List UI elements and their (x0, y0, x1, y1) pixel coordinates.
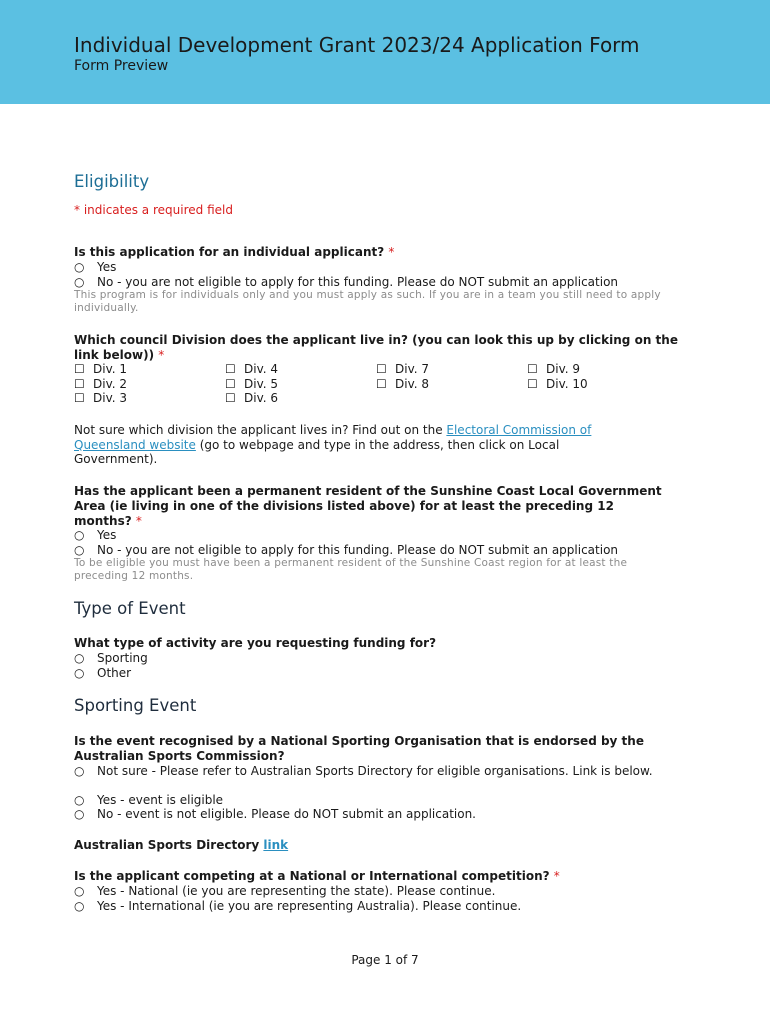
help-text-resident: To be eligible you must have been a permanent resident of the Sunshine Coast region for at least the preceding 12 months. (74, 557, 628, 582)
checkbox-div-2[interactable] (74, 377, 127, 392)
section-heading-eligibility: Eligibility (74, 172, 150, 191)
question-activity-type (74, 636, 684, 651)
option-label: Not sure - Please refer to Australian Sports Directory for eligible organisations. Link is below. (97, 763, 653, 778)
option-label: Sporting (97, 651, 148, 665)
form-subtitle: Form Preview (74, 58, 169, 74)
checkbox-icon[interactable]: ☐ (74, 362, 85, 376)
checkbox-div-3[interactable] (74, 391, 127, 406)
option-label: No - event is not eligible. Please do NOT submit an application. (97, 807, 476, 821)
form-title: Individual Development Grant 2023/24 Application Form (74, 33, 640, 57)
checkbox-icon[interactable]: ☐ (74, 391, 85, 405)
question-label: Is the applicant competing at a National or International competition? (74, 869, 550, 883)
checkbox-label: Div. 10 (546, 376, 588, 391)
help-text-individual: This program is for individuals only and you must apply as such. If you are in a team you still need to apply individually. (74, 289, 661, 314)
page-number: Page 1 of 7 (351, 953, 419, 967)
radio-option-yes[interactable] (74, 528, 116, 543)
checkbox-div-5[interactable] (225, 377, 278, 392)
radio-icon[interactable]: ○ (74, 665, 85, 680)
radio-option-no[interactable] (74, 543, 618, 558)
option-label: Yes - International (ie you are representing Australia). Please continue. (97, 898, 522, 913)
checkbox-label: Div. 6 (244, 391, 279, 405)
required-star: * (388, 245, 395, 259)
question-recognised-organisation (74, 734, 674, 764)
radio-option-international[interactable] (74, 899, 521, 914)
sports-directory-link[interactable]: link (263, 838, 289, 852)
checkbox-label: Div. 3 (93, 391, 128, 405)
checkbox-icon[interactable]: ☐ (527, 362, 538, 376)
required-field-note: * indicates a required field (74, 203, 233, 217)
radio-icon[interactable]: ○ (74, 542, 85, 557)
checkbox-div-9[interactable] (527, 362, 580, 377)
form-header (0, 0, 770, 104)
section-heading-sporting-event: Sporting Event (74, 696, 197, 715)
question-competition-level (74, 869, 684, 884)
question-label: What type of activity are you requesting funding for? (74, 636, 437, 650)
checkbox-label: Div. 4 (244, 362, 279, 376)
checkbox-div-7[interactable] (376, 362, 429, 377)
checkbox-div-1[interactable] (74, 362, 127, 377)
checkbox-label: Div. 7 (395, 362, 430, 376)
checkbox-label: Div. 8 (395, 376, 430, 391)
question-council-division (74, 333, 684, 363)
option-label: No - you are not eligible to apply for this funding. Please do NOT submit an application (97, 542, 619, 557)
question-permanent-resident (74, 484, 674, 529)
checkbox-label: Div. 1 (93, 362, 128, 376)
radio-icon[interactable]: ○ (74, 528, 85, 542)
radio-icon[interactable]: ○ (74, 898, 85, 913)
radio-icon[interactable]: ○ (74, 274, 85, 289)
checkbox-label: Div. 5 (244, 376, 279, 391)
checkbox-icon[interactable]: ☐ (376, 376, 387, 391)
radio-icon[interactable]: ○ (74, 651, 85, 665)
radio-option-yes[interactable] (74, 260, 116, 275)
required-star: * (158, 348, 165, 362)
checkbox-div-10[interactable] (527, 377, 588, 392)
question-label: Is this application for an individual applicant? (74, 245, 385, 259)
radio-option-national[interactable] (74, 884, 495, 899)
radio-icon[interactable]: ○ (74, 763, 85, 778)
question-label: Which council Division does the applicant live in? (you can look this up by clicking on the link below)) (74, 333, 678, 362)
radio-option-sporting[interactable] (74, 651, 148, 666)
radio-option-eligible[interactable] (74, 793, 223, 808)
radio-icon[interactable]: ○ (74, 260, 85, 274)
note-text: (go to webpage and type in the address, then click on Local Government). (74, 437, 560, 466)
checkbox-icon[interactable]: ☐ (527, 376, 538, 391)
required-star: * (135, 514, 142, 528)
sports-directory-label (74, 838, 684, 853)
option-label: Yes - National (ie you are representing the state). Please continue. (97, 884, 496, 898)
required-star: * (553, 869, 560, 883)
option-label: Other (97, 665, 132, 680)
question-label: Is the event recognised by a National Sporting Organisation that is endorsed by the Australian Sports Commission? (74, 734, 644, 763)
checkbox-div-6[interactable] (225, 391, 278, 406)
radio-icon[interactable]: ○ (74, 792, 85, 807)
radio-icon[interactable]: ○ (74, 807, 85, 821)
checkbox-div-8[interactable] (376, 377, 429, 392)
option-label: Yes (97, 260, 117, 274)
division-lookup-note (74, 423, 619, 467)
radio-option-no[interactable] (74, 275, 618, 290)
radio-icon[interactable]: ○ (74, 884, 85, 898)
electoral-commission-link[interactable]: Electoral Commission of Queensland website (74, 423, 592, 452)
question-individual-applicant (74, 245, 684, 260)
note-text: Not sure which division the applicant lives in? Find out on the (74, 423, 447, 437)
checkbox-icon[interactable]: ☐ (74, 376, 85, 391)
option-label: Yes - event is eligible (97, 792, 224, 807)
checkbox-icon[interactable]: ☐ (225, 391, 236, 405)
checkbox-icon[interactable]: ☐ (376, 362, 387, 376)
checkbox-div-4[interactable] (225, 362, 278, 377)
checkbox-label: Div. 9 (546, 362, 581, 376)
option-label: Yes (97, 528, 117, 542)
label-text: Australian Sports Directory (74, 838, 264, 852)
option-label: No - you are not eligible to apply for this funding. Please do NOT submit an application (97, 274, 619, 289)
checkbox-icon[interactable]: ☐ (225, 376, 236, 391)
checkbox-icon[interactable]: ☐ (225, 362, 236, 376)
radio-option-not-eligible[interactable] (74, 807, 476, 822)
checkbox-label: Div. 2 (93, 376, 128, 391)
radio-option-other[interactable] (74, 666, 131, 681)
question-label: Has the applicant been a permanent resident of the Sunshine Coast Local Government Area (ie living in one of the divisions listed above) for at least the preceding 12 months? (74, 484, 662, 528)
radio-option-not-sure[interactable] (74, 764, 664, 779)
section-heading-type-of-event: Type of Event (74, 599, 186, 618)
